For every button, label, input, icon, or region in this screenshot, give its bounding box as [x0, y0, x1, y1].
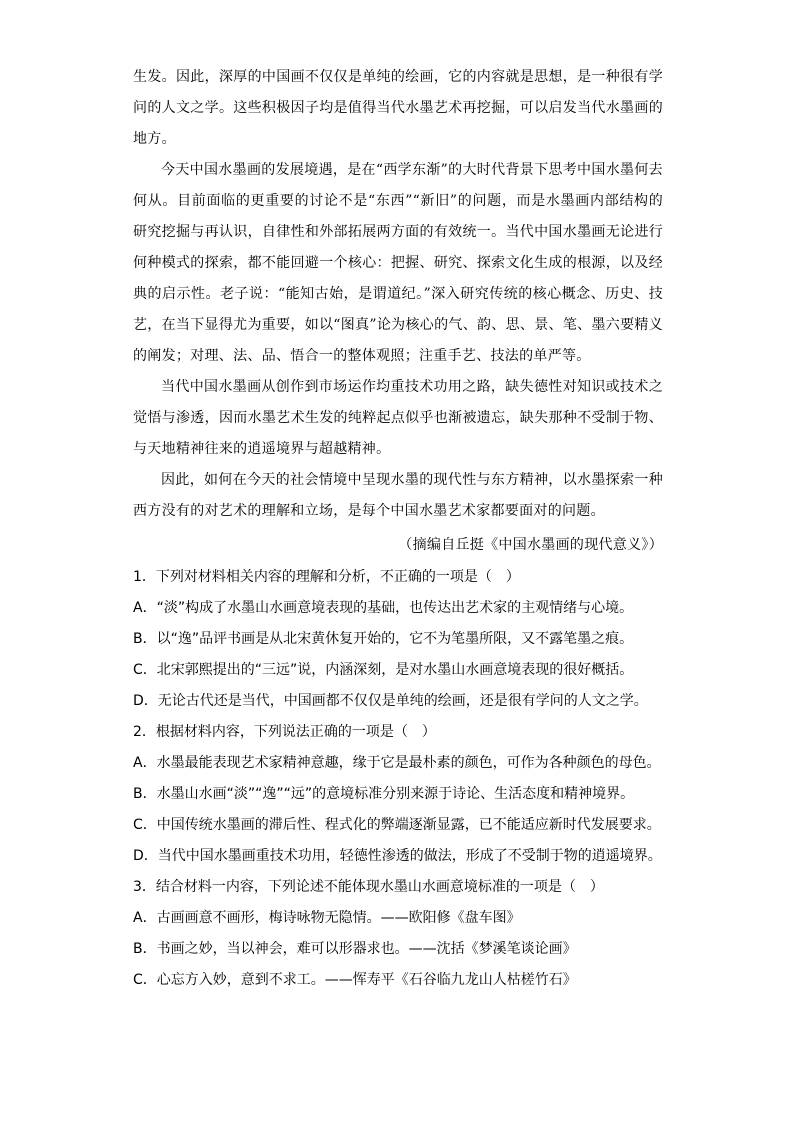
passage-source: （摘编自丘挺《中国水墨画的现代意义》）	[398, 537, 663, 553]
option-a: A．“淡”构成了水墨山水画意境表现的基础，也传达出艺术家的主观情绪与心境。	[133, 600, 634, 616]
question-stem: 3．结合材料一内容，下列论述不能体现水墨山水画意境标准的一项是（ ）	[133, 879, 604, 895]
reading-passage	[133, 62, 663, 561]
option-a: A．古画画意不画形，梅诗咏物无隐情。——欧阳修《盘车图》	[133, 910, 521, 926]
option-b: B．以“逸”品评书画是从北宋黄休复开始的，它不为笔墨所限，又不露笔墨之痕。	[133, 631, 634, 647]
question-stem: 2．根据材料内容，下列说法正确的一项是（ ）	[133, 724, 436, 740]
option-b: B．书画之妙，当以神会，难可以形器求也。——沈括《梦溪笔谈论画》	[133, 941, 577, 957]
passage-paragraph-1: 生发。因此，深厚的中国画不仅仅是单纯的绘画，它的内容就是思想，是一种很有学问的人文之学。这些积极因子均是值得当代水墨艺术再挖掘，可以启发当代水墨画的地方。	[133, 69, 663, 147]
passage-paragraph-4: 因此，如何在今天的社会情境中呈现水墨的现代性与东方精神，以水墨探索一种西方没有的对艺术的理解和立场，是每个中国水墨艺术家都要面对的问题。	[133, 472, 663, 519]
option-d: D．无论古代还是当代，中国画都不仅仅是单纯的绘画，还是很有学问的人文之学。	[133, 693, 648, 709]
question-list	[133, 562, 663, 996]
question-3	[133, 872, 663, 996]
option-c: C．心忘方入妙，意到不求工。——恽寿平《石谷临九龙山人枯槎竹石》	[133, 972, 577, 988]
option-c: C．中国传统水墨画的滞后性、程式化的弊端逐渐显露，已不能适应新时代发展要求。	[133, 817, 661, 833]
question-2	[133, 717, 663, 872]
question-stem: 1．下列对材料相关内容的理解和分析，不正确的一项是（ ）	[133, 569, 520, 585]
passage-paragraph-2: 今天中国水墨画的发展境遇，是在“西学东渐”的大时代背景下思考中国水墨何去何从。目前面临的更重要的讨论不是“东西”“新旧”的问题，而是水墨画内部结构的研究挖掘与再认识，自律性和外部拓展两方面的有效统一。当代中国水墨画无论进行何种模式的探索，都不能回避一个核心：把握、研究、探索文化生成的根源，以及经典的启示性。老子说：“能知古始，是谓道纪。”深入研究传统的核心概念、历史、技艺，在当下显得尤为重要，如以“图真”论为核心的气、韵、思、景、笔、墨六要精义的阐发；对理、法、品、悟合一的整体观照；注重手艺、技法的单严等。	[133, 162, 663, 364]
option-c: C．北宋郭熙提出的“三远”说，内涵深刻，是对水墨山水画意境表现的很好概括。	[133, 662, 634, 678]
question-1	[133, 562, 663, 717]
option-a: A．水墨最能表现艺术家精神意趣，缘于它是最朴素的颜色，可作为各种颜色的母色。	[133, 755, 661, 771]
passage-paragraph-3: 当代中国水墨画从创作到市场运作均重技术功用之路，缺失德性对知识或技术之觉悟与渗透，因而水墨艺术生发的纯粹起点似乎也渐被遗忘，缺失那种不受制于物、与天地精神往来的逍遥境界与超越精神。	[133, 379, 663, 457]
option-d: D．当代中国水墨画重技术功用，轻德性渗透的做法，形成了不受制于物的逍遥境界。	[133, 848, 662, 864]
option-b: B．水墨山水画“淡”“逸”“远”的意境标准分别来源于诗论、生活态度和精神境界。	[133, 786, 635, 802]
